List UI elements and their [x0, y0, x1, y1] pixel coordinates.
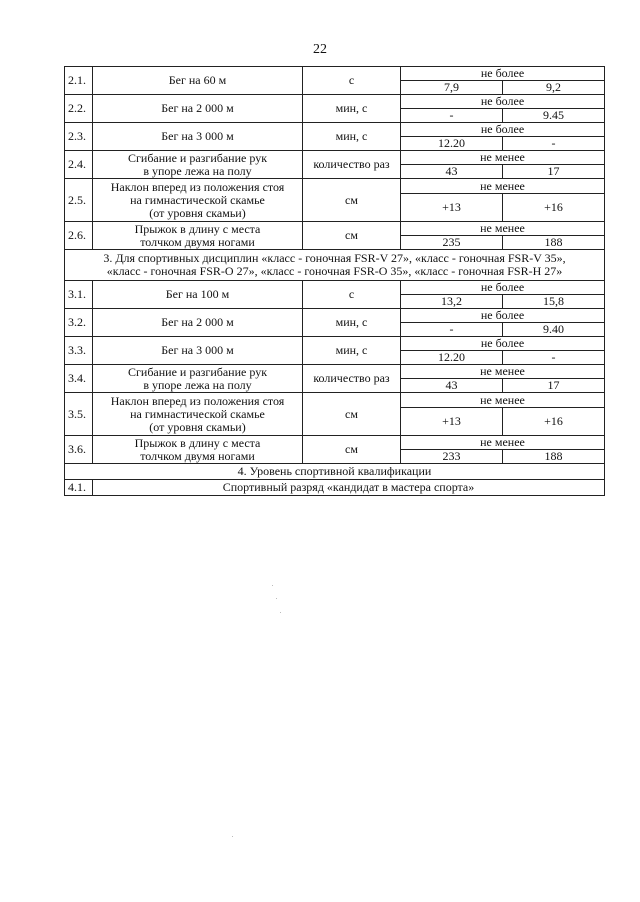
unit-cell: количество раз	[303, 151, 401, 179]
exercise-name-line: толчком двумя ногами	[140, 448, 255, 463]
norms-table	[64, 66, 605, 496]
value-girls: +16	[503, 408, 605, 436]
unit-cell: см	[303, 393, 401, 436]
table-row	[65, 281, 605, 295]
row-number: 3.1.	[65, 281, 93, 309]
exercise-name	[93, 309, 303, 337]
table-row	[65, 337, 605, 351]
section-3-line-1: 3. Для спортивных дисциплин «класс - гоночная FSR-V 27», «класс - гоночная FSR-V 35»,	[103, 251, 566, 265]
value-girls: -	[503, 137, 605, 151]
value-girls: 15,8	[503, 295, 605, 309]
section-3-line-2: «класс - гоночная FSR-O 27», «класс - гоночная FSR-O 35», «класс - гоночная FSR-H 27»	[106, 264, 563, 278]
table-row	[65, 123, 605, 137]
section-4-title: 4. Уровень спортивной квалификации	[65, 464, 605, 480]
value-girls: 188	[503, 450, 605, 464]
condition-cell: не менее	[401, 365, 605, 379]
exercise-name-line: Бег на 100 м	[165, 287, 230, 301]
exercise-name-line: (от уровня скамьи)	[149, 419, 246, 434]
scan-speck	[232, 836, 233, 837]
exercise-name-line: Прыжок в длину с места	[134, 435, 261, 450]
condition-cell: не менее	[401, 393, 605, 408]
value-girls: 17	[503, 379, 605, 393]
table-row	[65, 480, 605, 496]
exercise-name-line: толчком двумя ногами	[140, 234, 255, 249]
row-number: 2.5.	[65, 179, 93, 222]
value-boys: 7,9	[401, 81, 503, 95]
condition-cell: не менее	[401, 151, 605, 165]
exercise-name-line: Бег на 60 м	[168, 73, 227, 87]
row-number: 4.1.	[65, 480, 93, 496]
value-girls: -	[503, 351, 605, 365]
exercise-name	[93, 365, 303, 393]
unit-cell: см	[303, 179, 401, 222]
exercise-name-line: Сгибание и разгибание рук	[127, 150, 268, 165]
exercise-name	[93, 151, 303, 179]
value-boys: 235	[401, 236, 503, 250]
table-row	[65, 309, 605, 323]
exercise-name	[93, 95, 303, 123]
value-girls: 9,2	[503, 81, 605, 95]
unit-cell: мин, с	[303, 309, 401, 337]
scan-speck	[276, 598, 277, 599]
table-row	[65, 151, 605, 165]
unit-cell: см	[303, 436, 401, 464]
exercise-name	[93, 337, 303, 365]
row-number: 2.4.	[65, 151, 93, 179]
exercise-name-line: Сгибание и разгибание рук	[127, 364, 268, 379]
condition-cell: не более	[401, 309, 605, 323]
exercise-name	[93, 281, 303, 309]
unit-cell: с	[303, 281, 401, 309]
table-row	[65, 67, 605, 81]
exercise-name	[93, 393, 303, 436]
exercise-name-line: (от уровня скамьи)	[149, 205, 246, 220]
exercise-name	[93, 436, 303, 464]
exercise-name-line: Бег на 2 000 м	[161, 101, 234, 115]
value-girls: 188	[503, 236, 605, 250]
exercise-name-line: Прыжок в длину с места	[134, 221, 261, 236]
condition-cell: не менее	[401, 222, 605, 236]
row-number: 2.6.	[65, 222, 93, 250]
table-row	[65, 95, 605, 109]
condition-cell: не более	[401, 281, 605, 295]
exercise-name-line: Наклон вперед из положения стоя	[110, 393, 285, 408]
value-girls: 9.45	[503, 109, 605, 123]
row-number: 3.2.	[65, 309, 93, 337]
page-number: 22	[313, 42, 327, 57]
value-boys: 12.20	[401, 137, 503, 151]
table-row	[65, 179, 605, 194]
scan-speck	[280, 612, 281, 613]
table-row	[65, 365, 605, 379]
value-girls: +16	[503, 194, 605, 222]
table-row	[65, 222, 605, 236]
scan-speck	[272, 585, 273, 586]
condition-cell: не более	[401, 123, 605, 137]
row-number: 3.5.	[65, 393, 93, 436]
section-header	[65, 250, 605, 281]
row-number: 3.6.	[65, 436, 93, 464]
condition-cell: не менее	[401, 179, 605, 194]
qualification-text: Спортивный разряд «кандидат в мастера спорта»	[93, 480, 605, 496]
exercise-name-line: Бег на 2 000 м	[161, 315, 234, 329]
exercise-name	[93, 179, 303, 222]
exercise-name	[93, 123, 303, 151]
exercise-name-line: Бег на 3 000 м	[161, 343, 234, 357]
exercise-name-line: на гимнастической скамье	[130, 406, 265, 421]
value-girls: 9.40	[503, 323, 605, 337]
row-number: 2.1.	[65, 67, 93, 95]
exercise-name-line: в упоре лежа на полу	[143, 377, 252, 392]
row-number: 3.4.	[65, 365, 93, 393]
value-boys: -	[401, 109, 503, 123]
unit-cell: мин, с	[303, 123, 401, 151]
value-boys: +13	[401, 408, 503, 436]
exercise-name-line: Бег на 3 000 м	[161, 129, 234, 143]
table-row	[65, 436, 605, 450]
value-boys: 233	[401, 450, 503, 464]
condition-cell: не более	[401, 67, 605, 81]
value-boys: 43	[401, 165, 503, 179]
value-boys: 12.20	[401, 351, 503, 365]
row-number: 2.2.	[65, 95, 93, 123]
value-girls: 17	[503, 165, 605, 179]
condition-cell: не более	[401, 95, 605, 109]
table-row	[65, 393, 605, 408]
unit-cell: мин, с	[303, 95, 401, 123]
exercise-name-line: на гимнастической скамье	[130, 192, 265, 207]
exercise-name-line: в упоре лежа на полу	[143, 163, 252, 178]
value-boys: 43	[401, 379, 503, 393]
value-boys: -	[401, 323, 503, 337]
condition-cell: не более	[401, 337, 605, 351]
unit-cell: количество раз	[303, 365, 401, 393]
exercise-name	[93, 222, 303, 250]
exercise-name	[93, 67, 303, 95]
section-3-title	[65, 250, 605, 281]
row-number: 3.3.	[65, 337, 93, 365]
unit-cell: мин, с	[303, 337, 401, 365]
exercise-name-line: Наклон вперед из положения стоя	[110, 179, 285, 194]
row-number: 2.3.	[65, 123, 93, 151]
section-header	[65, 464, 605, 480]
unit-cell: см	[303, 222, 401, 250]
unit-cell: с	[303, 67, 401, 95]
value-boys: 13,2	[401, 295, 503, 309]
value-boys: +13	[401, 194, 503, 222]
condition-cell: не менее	[401, 436, 605, 450]
